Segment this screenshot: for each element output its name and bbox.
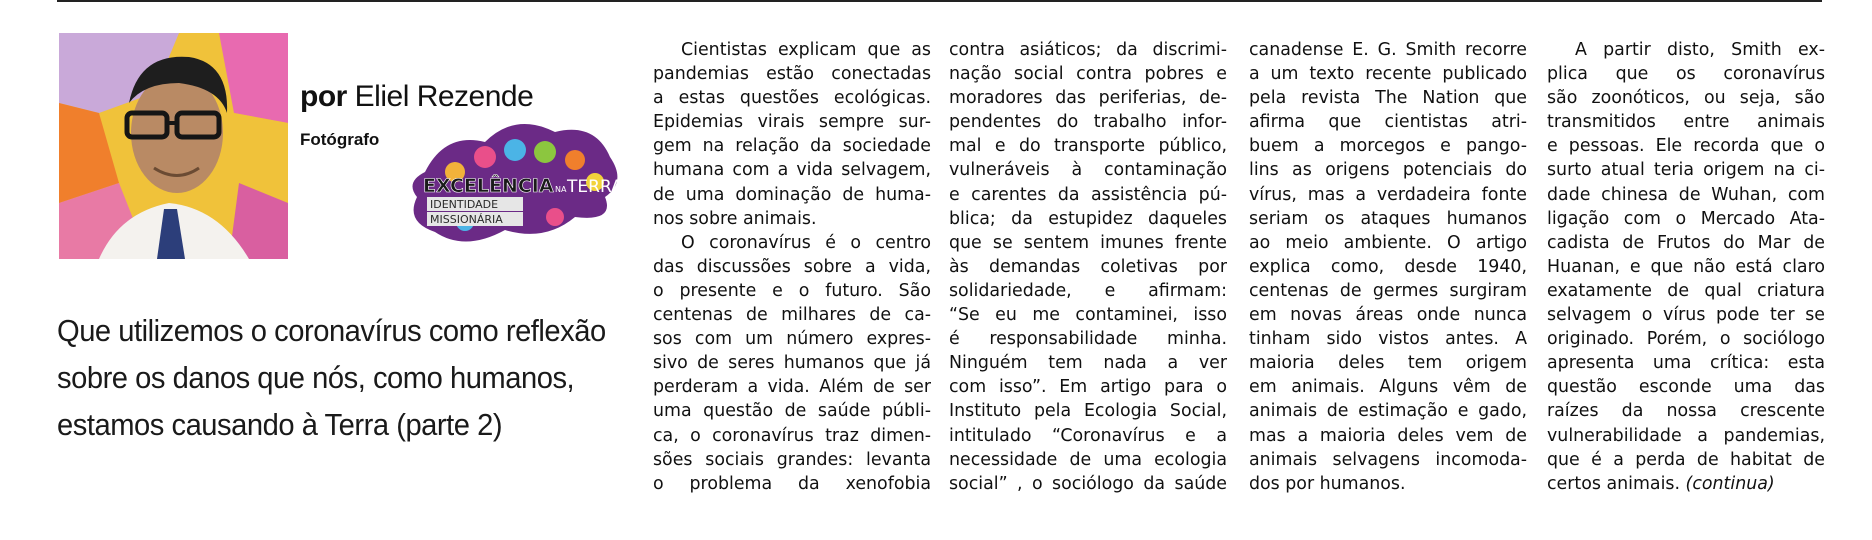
byline-prefix: por (300, 80, 347, 113)
text-line: moradores das periferias, de- (949, 88, 1227, 109)
headline-line: Que utilizemos o coronavírus como reflexão (57, 313, 606, 348)
text-line-final (1547, 472, 1825, 496)
text-line: em animais. Alguns vêm de (1249, 377, 1527, 398)
top-rule (57, 0, 1822, 2)
text-line: que se sentem imunes frente (949, 232, 1227, 253)
text-line: surto atual teria origem na ci- (1547, 160, 1825, 181)
text-line: de uma dominação de huma- (653, 184, 931, 205)
final-line-text: certos animais. (1547, 473, 1680, 494)
logo-line2: IDENTIDADE (430, 198, 499, 211)
text-column-2 (949, 38, 1227, 496)
article-headline (57, 307, 606, 448)
text-line: selvagem o vírus pode ter se (1547, 305, 1825, 326)
text-line: humana com a vida selvagem, (653, 160, 931, 181)
text-line: sos com um número expres- (653, 329, 931, 350)
text-line: Huanan, e que não está claro (1547, 256, 1825, 277)
text-line: plica que os coronavírus (1547, 64, 1825, 85)
text-line: às demandas coletivas por (949, 256, 1227, 277)
text-line: ao meio ambiente. O artigo (1249, 232, 1527, 253)
text-line: “Se eu me contaminei, isso (949, 305, 1227, 326)
text-line: maioria deles tem origem (1249, 353, 1527, 374)
text-line: explica como, desde 1940, (1249, 256, 1527, 277)
logo-line1: EXCELÊNCIA (423, 175, 554, 197)
author-role: Fotógrafo (300, 130, 380, 149)
headline-line: estamos causando à Terra (parte 2) (57, 407, 503, 442)
author-photo (59, 33, 288, 259)
text-line: animais de estimação e gado, (1249, 401, 1527, 422)
text-line: Ninguém tem nada a ver (949, 353, 1227, 374)
text-line: Instituto pela Ecologia Social, (949, 401, 1227, 422)
text-line: uma questão de saúde públi- (653, 401, 931, 422)
text-line: Epidemias virais sempre sur- (653, 112, 931, 133)
text-line: centenas de milhares de ca- (653, 305, 931, 326)
text-line: ca, o coronavírus traz dimen- (653, 425, 931, 446)
text-line: pandemias estão conectadas (653, 64, 931, 85)
text-line: cadista de Frutos do Mar de (1547, 232, 1825, 253)
text-line: com isso”. Em artigo para o (949, 377, 1227, 398)
text-line: dos por humanos. (1249, 473, 1406, 494)
text-column-4 (1547, 38, 1825, 496)
text-line: vulnerabilidade a pandemias, (1547, 425, 1825, 446)
text-line: exatamente de qual criatura (1547, 280, 1825, 301)
excelencia-na-terra-logo (405, 112, 627, 257)
text-line: solidariedade, e afirmam: (949, 280, 1227, 301)
text-line: é responsabilidade minha. (949, 329, 1227, 350)
text-line: que é a perda de habitat de (1547, 449, 1825, 470)
text-line: e pessoas. Ele recorda que o (1547, 136, 1825, 157)
byline (300, 80, 533, 114)
text-line: necessidade de uma ecologia (949, 449, 1227, 470)
text-line: contra asiáticos; da discrimi- (949, 40, 1227, 60)
text-line: vírus, mas a verdadeira fonte (1249, 184, 1527, 205)
text-line: seriam os ataques humanos (1249, 208, 1527, 229)
text-line: pela revista The Nation que (1249, 88, 1527, 109)
text-line: a um texto recente publicado (1249, 64, 1527, 85)
text-line: gem na relação da sociedade (653, 136, 931, 157)
text-line: transmitidos entre animais (1547, 112, 1825, 133)
logo-line1b: TERRA (567, 177, 623, 197)
text-line: canadense E. G. Smith recorre (1249, 40, 1527, 60)
author-name: Eliel Rezende (354, 80, 534, 113)
text-line: O coronavírus é o centro (681, 232, 931, 253)
text-line: a estas questões ecológicas. (653, 88, 931, 109)
headline-line: sobre os danos que nós, como humanos, (57, 360, 575, 395)
text-column-3 (1249, 38, 1527, 496)
text-line: intitulado “Coronavírus e a (949, 425, 1227, 446)
text-line: originado. Porém, o sociólogo (1547, 329, 1825, 350)
logo-line3: MISSIONÁRIA (430, 213, 503, 226)
text-line: e carentes da assistência pú- (949, 184, 1227, 205)
text-column-1 (653, 38, 931, 496)
text-line: pendentes do trabalho infor- (949, 112, 1227, 133)
text-line: Cientistas explicam que as (681, 40, 931, 60)
text-line: o presente e o futuro. São (653, 280, 931, 301)
text-line: nação social contra pobres e (949, 64, 1227, 85)
text-line: apresenta uma crítica: esta (1547, 353, 1825, 374)
text-line: em novas áreas onde nunca (1249, 305, 1527, 326)
logo-small: NA (555, 185, 567, 194)
continued-note: (continua) (1685, 473, 1775, 494)
text-line: mal e do transporte público, (949, 136, 1227, 157)
text-line: sões sociais grandes: levanta (653, 449, 931, 470)
text-line: dade chinesa de Wuhan, com (1547, 184, 1825, 205)
text-line: centenas de germes surgiram (1249, 280, 1527, 301)
text-line: buem a morcegos e pango- (1249, 136, 1527, 157)
text-line: blica; da estupidez daqueles (949, 208, 1227, 229)
text-line: o problema da xenofobia (653, 473, 931, 494)
text-line: social” , o sociólogo da saúde (949, 473, 1227, 494)
text-line: perderam a vida. Além de ser (653, 377, 931, 398)
text-line: lins as origens potenciais do (1249, 160, 1527, 181)
text-line: nos sobre animais. (653, 208, 817, 229)
text-line: vulneráveis à contaminação (949, 160, 1227, 181)
text-line: raízes da nossa crescente (1547, 401, 1825, 422)
text-line: são zoonóticos, ou seja, são (1547, 88, 1825, 109)
text-line: afirma que cientistas atri- (1249, 112, 1527, 133)
text-line: animais selvagens incomoda- (1249, 449, 1527, 470)
text-line: das discussões sobre a vida, (653, 256, 931, 277)
text-line: ligação com o Mercado Ata- (1547, 208, 1825, 229)
text-line: sivo de seres humanos que já (653, 353, 931, 374)
text-line: A partir disto, Smith ex- (1575, 40, 1825, 60)
text-line: tinham sido vistos antes. A (1249, 329, 1527, 350)
text-line: questão esconde uma das (1547, 377, 1825, 398)
text-line: mas a maioria deles vem de (1249, 425, 1527, 446)
